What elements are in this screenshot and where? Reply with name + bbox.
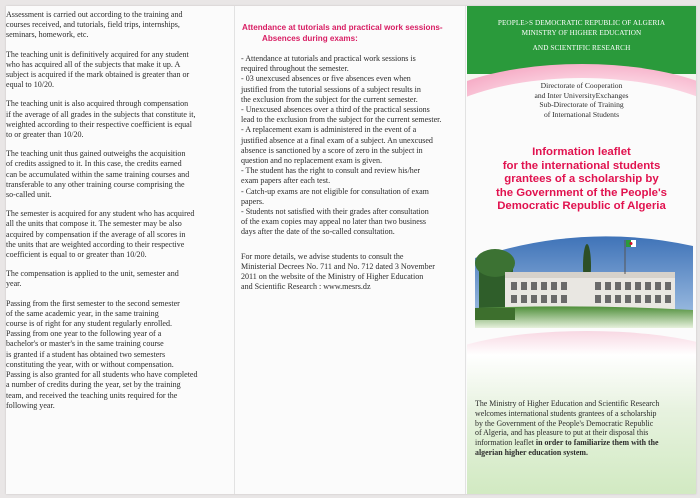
welcome-line: The Ministry of Higher Education and Scientific Research (475, 399, 660, 408)
text-line: absence is sanctioned by a score of zero in the subject in (241, 145, 423, 155)
text-line: if the average of all grades in the subjects that constitute it, (6, 109, 196, 119)
left-paragraph (6, 149, 224, 200)
fold-line (465, 6, 466, 494)
directorate-line: of International Students (543, 109, 620, 119)
text-line: the units that are weighted according to their respective (6, 239, 185, 249)
building-illustration (475, 228, 693, 328)
text-line: papers. (241, 196, 265, 206)
closing-paragraph (241, 252, 457, 293)
ministry-header (467, 19, 696, 54)
text-line: Passing from one year to the following year of a (6, 329, 162, 339)
welcome-line: by the Government of the People's Democratic Republic (475, 418, 654, 428)
text-line: the exclusion from the subject for the current semester. (241, 94, 418, 104)
left-paragraph (6, 269, 224, 289)
welcome-line (475, 448, 689, 458)
text-line: coefficient is equal to or greater than 10/20. (6, 250, 147, 260)
welcome-line: of Algeria, and has pleasure to put at their disposal this (475, 428, 649, 438)
text-line: For more details, we advise students to consult the (241, 251, 404, 261)
text-line: courses received, and tutorials, field trips, internships, (6, 20, 180, 30)
title-line: grantees of a scholarship by (504, 173, 659, 186)
text-line: constituting the year, with or without compensation. (6, 359, 174, 369)
text-line: - Attendance at tutorials and practical work sessions is (241, 54, 416, 63)
text-line: course is of right for any student regularly enrolled. (6, 319, 173, 329)
text-line: who has acquired all of the subjects that make it up. A (6, 59, 181, 69)
text-line: seminars, homework, etc. (6, 30, 89, 40)
text-line: Passing from the first semester to the second semester (6, 298, 180, 308)
text-line: - Students not satisfied with their grades after consultation (241, 207, 429, 217)
left-paragraph (6, 99, 224, 140)
text-line: can be accumulated within the same training courses and (6, 169, 190, 179)
text-line: so-called unit. (6, 190, 52, 200)
title-line: the Government of the People's (495, 186, 668, 199)
title-line: Information leaflet (532, 146, 631, 158)
text-line: weighted according to their respective coefficient is equal (6, 119, 192, 129)
rule-paragraph (241, 105, 457, 125)
text-line: - The student has the right to consult and review his/her (241, 166, 421, 176)
text-line: of credits assigned to it. In this case, the credits earned (6, 159, 182, 169)
attendance-heading (242, 23, 462, 44)
building (505, 276, 675, 310)
university-building-photo (475, 228, 693, 328)
text-line: - A replacement exam is administered in the event of a (241, 125, 417, 135)
text-line: is granted if a student has obtained two semesters (6, 349, 166, 359)
text-line: team, and received the teaching units required for the (6, 390, 178, 400)
text-line: Ministerial Decrees No. 711 and No. 712 dated 3 November (241, 261, 435, 271)
attendance-rules (241, 54, 457, 292)
leaflet-sheet (6, 6, 696, 494)
rule-paragraph (241, 74, 457, 105)
fold-line (234, 6, 235, 494)
text-line: of the same academic year, in the same training (6, 308, 159, 318)
directorate-line: Directorate of Cooperation (540, 81, 623, 90)
left-panel (6, 6, 232, 494)
directorate-line: Sub-Directorate of Training (539, 100, 624, 110)
directorate-line: and Inter UniversityExchanges (534, 90, 629, 100)
text-line: subject is acquired if the mark obtained is greater than or (6, 70, 190, 80)
text-line: exam papers after each test. (241, 176, 331, 186)
text-line: to or greater than 10/20. (6, 130, 84, 140)
text-line: days after the date of the so-called consultation. (241, 227, 395, 237)
text-line: - Unexcused absences over a third of the practical sessions (241, 105, 430, 115)
text-line: required throughout the semester. (241, 64, 349, 74)
cover-panel (467, 6, 696, 494)
text-line: question and no replacement exam is given. (241, 156, 383, 166)
text-line: lead to the exclusion from the subject for the current semester. (241, 115, 442, 125)
text-line: justified absence at a final exam of a subject. An unexcused (241, 135, 433, 145)
directorate-block (467, 81, 696, 119)
welcome-plain: information leaflet (475, 438, 536, 447)
welcome-line (475, 438, 689, 448)
ministry-line: MINISTRY OF HIGHER EDUCATION (521, 28, 642, 37)
text-line: of the exam copies may appeal no later than two business (241, 217, 427, 227)
text-line: - Catch-up exams are not eligible for consultation of exam (241, 186, 429, 196)
text-line: The teaching unit is definitively acquired for any student (6, 49, 189, 59)
text-line: The semester is acquired for any student who has acquired (6, 209, 195, 219)
welcome-paragraph (475, 399, 689, 458)
leaflet-title (469, 146, 694, 214)
rule-paragraph (241, 54, 457, 74)
welcome-line: welcomes international students grantees of a scholarship (475, 408, 657, 418)
title-line: Democratic Republic of Algeria (497, 200, 666, 213)
ministry-line: PEOPLE>S DEMOCRATIC REPUBLIC OF ALGERIA (497, 19, 666, 27)
text-line: Assessment is carried out according to the training and (6, 10, 183, 19)
text-line: Passing is also granted for all students who have completed (6, 370, 198, 380)
text-line: acquired by compensation if the average of all scores in (6, 229, 186, 239)
text-line: - 03 unexcused absences or five absences even when (241, 74, 411, 84)
text-line: justified from the tutorial sessions of a subject results in (241, 84, 421, 94)
middle-panel (236, 6, 462, 494)
text-line: The compensation is applied to the unit, semester and (6, 269, 179, 279)
left-paragraph (6, 299, 224, 411)
rule-paragraph (241, 187, 457, 207)
title-line: for the international students (502, 159, 661, 172)
heading-line: Absences during exams: (262, 33, 358, 43)
welcome-bold: algerian higher education system. (475, 447, 588, 457)
ministry-line: AND SCIENTIFIC RESEARCH (532, 44, 631, 53)
text-line: year. (6, 279, 22, 289)
text-line: The teaching unit thus gained outweighs the acquisition (6, 149, 186, 159)
text-line: all the units that compose it. The semester may be also (6, 219, 182, 229)
left-paragraph (6, 209, 224, 260)
text-line: bachelor's or master's in the same training course (6, 339, 164, 349)
text-line: a number of credits during the year, set by the training (6, 380, 181, 390)
text-line: following year. (6, 400, 55, 410)
text-line: and Scientific Research : www.mesrs.dz (241, 282, 371, 292)
text-line: The teaching unit is also acquired through compensation (6, 99, 189, 109)
rule-paragraph (241, 166, 457, 186)
rule-paragraph (241, 207, 457, 238)
left-paragraph (6, 50, 224, 91)
left-paragraph (6, 10, 224, 41)
rule-paragraph (241, 125, 457, 166)
text-line: transferable to any other training course comprising the (6, 179, 185, 189)
welcome-bold: in order to familiarize them with the (535, 438, 659, 447)
text-line: 2011 on the website of the Ministry of Higher Education (241, 272, 424, 282)
text-line: equal to 10/20. (6, 80, 55, 90)
heading-line: Attendance at tutorials and practical work sessions- (242, 23, 443, 32)
left-text (6, 10, 224, 420)
